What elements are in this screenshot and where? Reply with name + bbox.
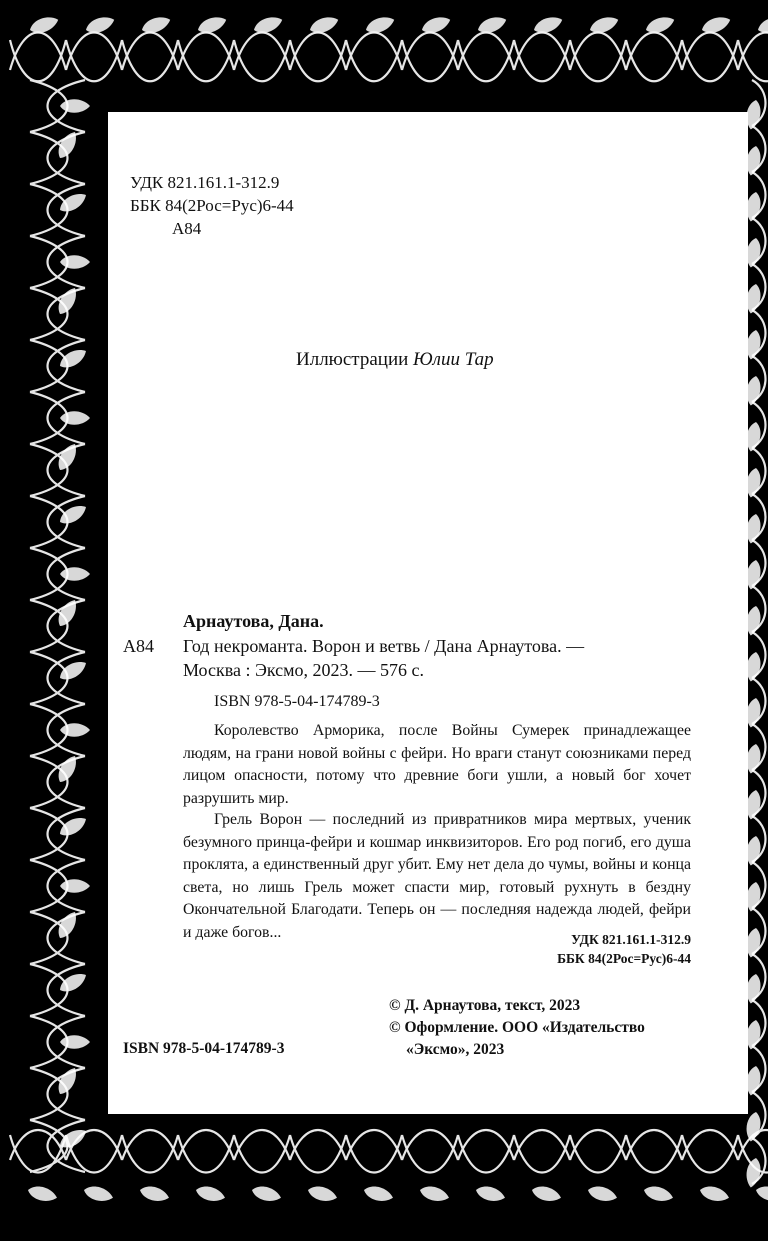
copyright-design-line-1: © Оформление. ООО «Издательство (389, 1019, 645, 1036)
illustrations-credit (296, 348, 494, 372)
illustrations-label: Иллюстрации (296, 349, 409, 370)
bbk-code-bottom: ББК 84(2Рос=Рус)6-44 (557, 951, 691, 966)
udk-code-bottom: УДК 821.161.1-312.9 (571, 932, 691, 947)
illustrator-name: Юлии Тар (413, 349, 494, 370)
copyright-design-line-2: «Эксмо», 2023 (406, 1041, 505, 1058)
isbn-bottom: ISBN 978-5-04-174789-3 (123, 1040, 285, 1057)
annotation-paragraph-1: Королевство Арморика, после Войны Сумерек принадлежащее людям, на грани новой войны с фейри. Но враги станут союзниками перед лицом опасности, потому что древние боги ушли, а новый бог хочет разрушить мир. (183, 722, 691, 807)
udk-code-top: УДК 821.161.1-312.9 (130, 173, 280, 192)
author-index-top: А84 (172, 219, 202, 238)
author-index-mid: А84 (123, 636, 154, 656)
title-line-1: Год некроманта. Ворон и ветвь / Дана Арнаутова. — (183, 636, 585, 656)
isbn-record: ISBN 978-5-04-174789-3 (214, 693, 380, 710)
title-line-2: Москва : Эксмо, 2023. — 576 с. (183, 660, 425, 680)
annotation-paragraph-2: Грель Ворон — последний из привратников мира мертвых, ученик безумного принца-фейри и кошмар инквизиторов. Его род погиб, его душа проклята, а единственный друг убит. Ему нет дела до чумы, войны и конца света, но лишь Грель может спасти мир, готовый рухнуть в бездну Окончательной Благодати. Теперь он — последняя надежда людей, фейри и даже богов... (183, 811, 691, 941)
author-heading: Арнаутова, Дана. (183, 611, 324, 631)
copyright-text: © Д. Арнаутова, текст, 2023 (389, 997, 581, 1014)
bbk-code-top: ББК 84(2Рос=Рус)6-44 (130, 196, 294, 215)
